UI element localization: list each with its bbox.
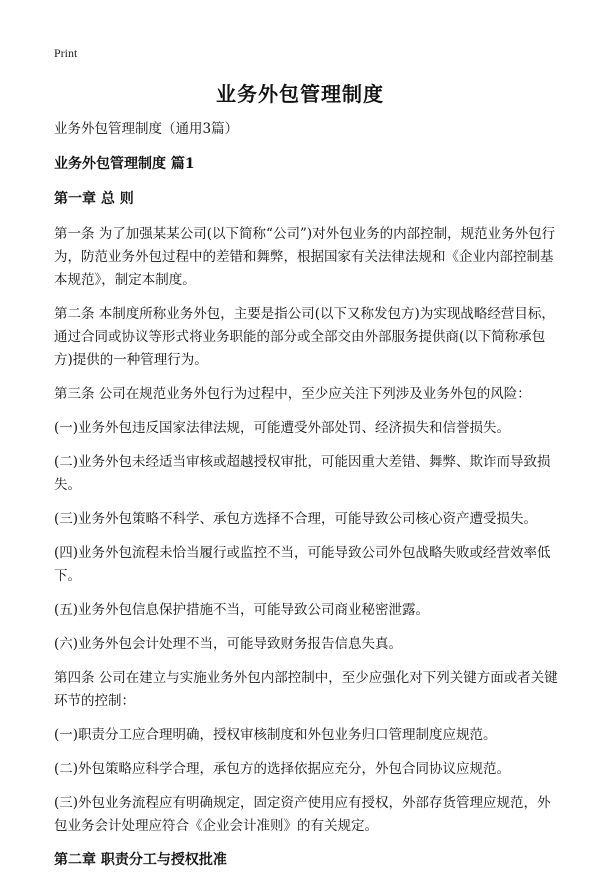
paragraph-risk-3: (三)业务外包策略不科学、承包方选择不合理，可能导致公司核心资产遭受损失。 — [54, 511, 538, 527]
chapter-heading-1: 第一章 总 则 — [54, 191, 134, 207]
paragraph-control-1: (一)职责分工应合理明确，授权审核制度和外包业务归口管理制度应规范。 — [54, 727, 497, 743]
paragraph-article-2: 第二条 本制度所称业务外包，主要是指公司(以下又称发包方)为实现战略经营目标，通过合同或协议等形式将业务职能的部分或全部交由外部服务提供商(以下简称承包方)提供的一种管理行为。 — [54, 306, 555, 368]
document-body — [54, 118, 560, 884]
paragraph-risk-4: (四)业务外包流程未恰当履行或监控不当，可能导致公司外包战略失败或经营效率低下。 — [54, 545, 551, 584]
section-heading: 业务外包管理制度 篇1 — [54, 156, 195, 172]
paragraph-risk-1: (一)业务外包违反国家法律法规，可能遭受外部处罚、经济损失和信誉损失。 — [54, 420, 511, 436]
print-link[interactable]: Print — [54, 46, 78, 60]
paragraph-article-3: 第三条 公司在规范业务外包行为过程中，至少应关注下列涉及业务外包的风险： — [54, 386, 531, 402]
document-subtitle: 业务外包管理制度（通用3篇） — [54, 121, 239, 137]
paragraph-control-3: (三)外包业务流程应有明确规定，固定资产使用应有授权，外部存货管理应规范，外包业务会计处理应符合《企业会计准则》的有关规定。 — [54, 795, 551, 834]
paragraph-risk-5: (五)业务外包信息保护措施不当，可能导致公司商业秘密泄露。 — [54, 602, 430, 618]
paragraph-control-2: (二)外包策略应科学合理，承包方的选择依据应充分，外包合同协议应规范。 — [54, 761, 511, 777]
chapter-heading-2: 第二章 职责分工与授权批准 — [54, 852, 227, 868]
paragraph-risk-6: (六)业务外包会计处理不当，可能导致财务报告信息失真。 — [54, 636, 403, 652]
document-title: 业务外包管理制度 — [216, 82, 384, 106]
paragraph-article-1: 第一条 为了加强某某公司(以下简称“公司”)对外包业务的内部控制，规范业务外包行为，防范业务外包过程中的差错和舞弊，根据国家有关法律法规和《企业内部控制基本规范》，制定本制度。 — [54, 226, 556, 288]
paragraph-risk-2: (二)业务外包未经适当审核或超越授权审批，可能因重大差错、舞弊、欺诈而导致损失。 — [54, 454, 551, 493]
paragraph-article-4: 第四条 公司在建立与实施业务外包内部控制中，至少应强化对下列关键方面或者关键环节的控制： — [54, 670, 558, 709]
